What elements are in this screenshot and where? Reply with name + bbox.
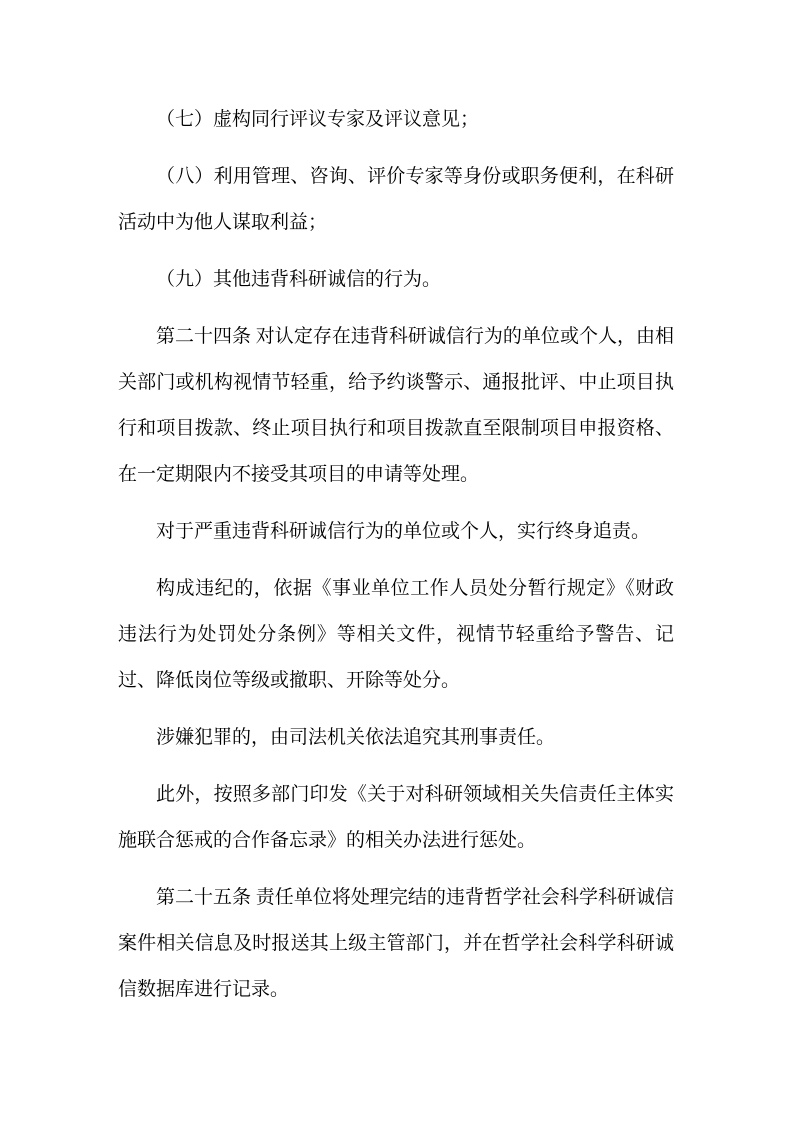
paragraph-lifetime-accountability: 对于严重违背科研诚信行为的单位或个人，实行终身追责。: [156, 521, 651, 542]
paragraph-clause-24: 第二十四条 对认定存在违背科研诚信行为的单位或个人，由相关部门或机构视情节轻重，给予约谈警示、通报批评、中止项目执行和项目拨款、终止项目执行和项目拨款直至限制项目申报资格、在一定期限内不接受其项目的申请等处理。: [118, 326, 674, 485]
paragraph-discipline-violation: 构成违纪的，依据《事业单位工作人员处分暂行规定》《财政违法行为处罚处分条例》等相关文件，视情节轻重给予警告、记过、降低岗位等级或撤职、开除等处分。: [118, 578, 674, 691]
paragraph-item-9: （九）其他违背科研诚信的行为。: [156, 269, 442, 290]
paragraph-criminal-liability: 涉嫌犯罪的，由司法机关依法追究其刑事责任。: [156, 727, 556, 748]
paragraph-joint-punishment: 此外，按照多部门印发《关于对科研领域相关失信责任主体实施联合惩戒的合作备忘录》的相关办法进行惩处。: [118, 784, 674, 851]
paragraph-item-7: （七）虚构同行评议专家及评议意见；: [156, 109, 480, 130]
paragraph-clause-25: 第二十五条 责任单位将处理完结的违背哲学社会科学科研诚信案件相关信息及时报送其上级主管部门，并在哲学社会科学科研诚信数据库进行记录。: [118, 887, 674, 1000]
paragraph-item-8: （八）利用管理、咨询、评价专家等身份或职务便利，在科研活动中为他人谋取利益；: [118, 166, 674, 233]
